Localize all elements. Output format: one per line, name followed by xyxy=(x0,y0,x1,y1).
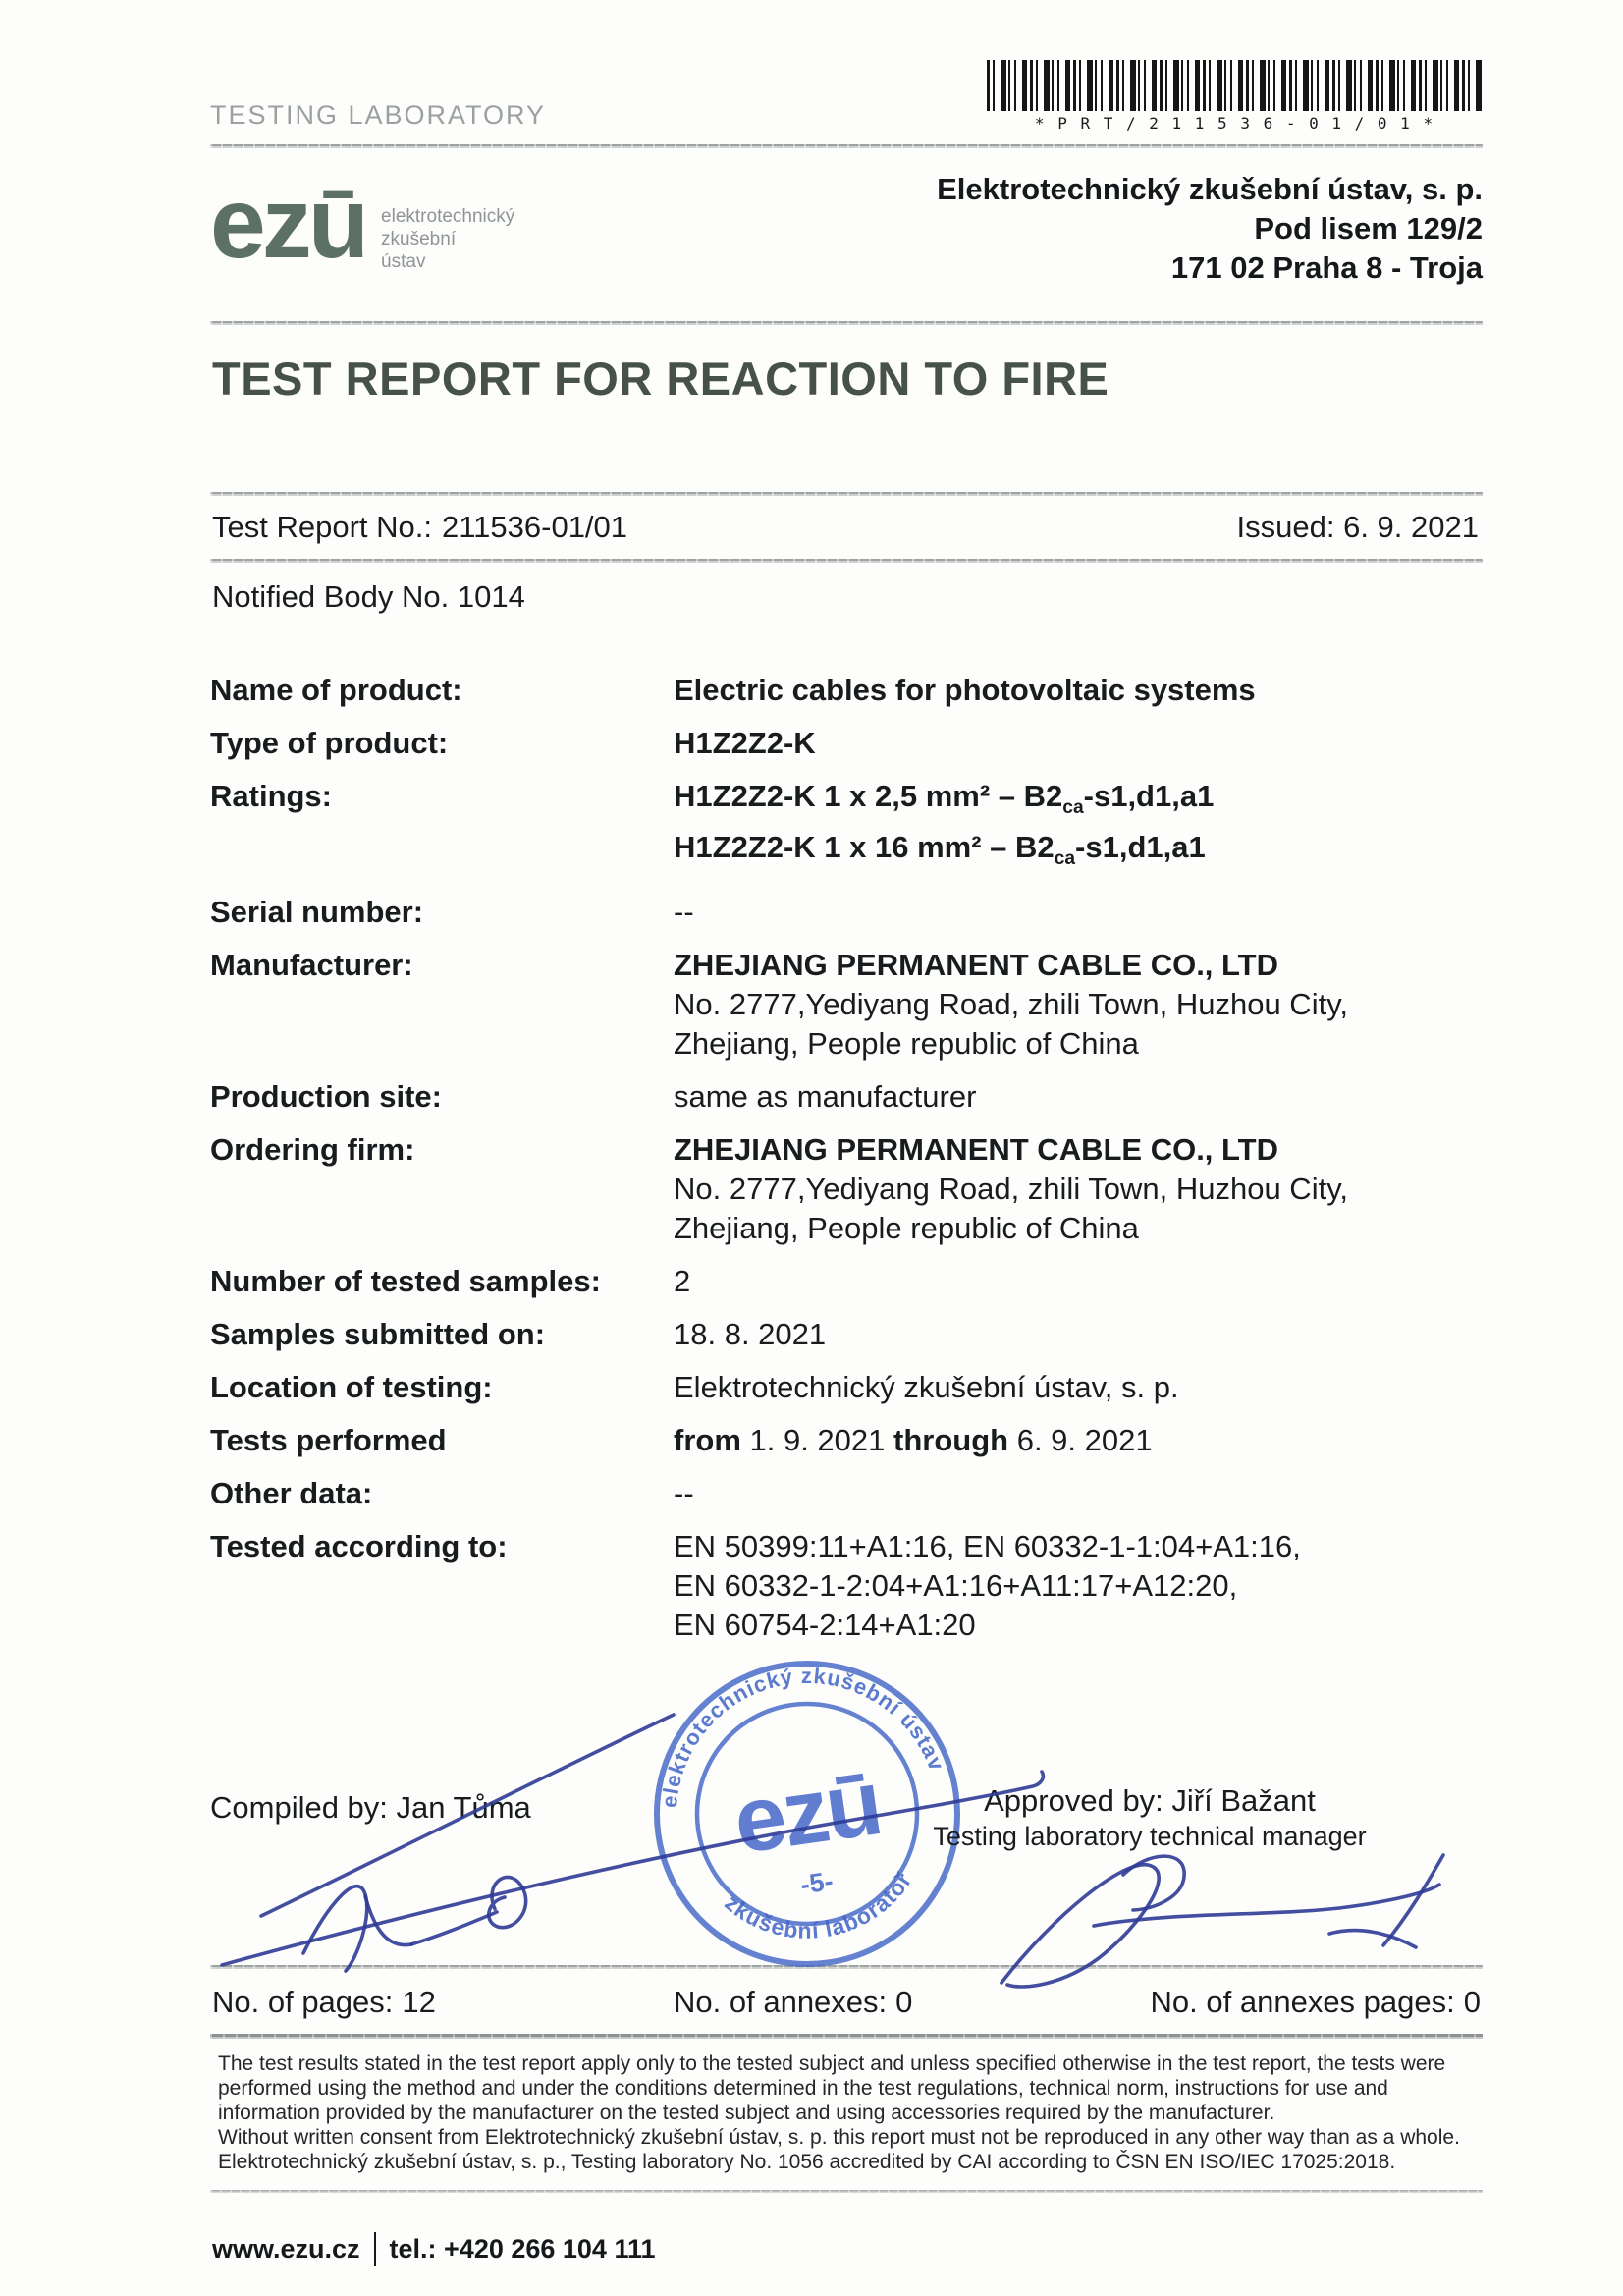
compiled-signature-stroke xyxy=(222,1772,1043,1965)
field-row xyxy=(210,777,1483,879)
compiled-signature-stroke xyxy=(411,1912,497,1944)
annexes-count-value: 0 xyxy=(895,1985,913,2020)
address-line: Pod lisem 129/2 xyxy=(1254,211,1483,246)
annexes-count-label: No. of annexes: xyxy=(674,1985,888,2020)
field-label: Name of product: xyxy=(210,673,462,707)
field-label: Ratings: xyxy=(210,779,332,813)
approved-signature-stroke xyxy=(1123,1856,1184,1910)
contact-row xyxy=(212,2232,1483,2266)
footnote-line: Elektrotechnický zkušební ústav, s. p., Testing laboratory No. 1056 accredited by CAI according to ČSN EN ISO/IEC 17025:2018. xyxy=(218,2151,1396,2174)
testing-laboratory-label: TESTING LABORATORY xyxy=(210,100,547,130)
field-value: 18. 8. 2021 xyxy=(674,1317,827,1352)
field-value: H1Z2Z2-K 1 x 2,5 $mm^2 - B2_{ca}-s1,d1,a1$ H1Z2Z2-K 1 x 16 $mm^2 - B2_{ca}-s1,d1,a1$ xyxy=(674,779,1215,870)
approved-role: Testing laboratory technical manager xyxy=(933,1822,1367,1852)
field-label: Type of product: xyxy=(210,726,449,760)
stamp-number: -5- xyxy=(798,1866,836,1900)
report-number-value: 211536-01/01 xyxy=(441,510,628,544)
field-label: Samples submitted on: xyxy=(210,1317,546,1352)
issued-value: 6. 9. 2021 xyxy=(1343,510,1479,544)
legal-footnote xyxy=(218,2051,1483,2174)
field-row xyxy=(210,1474,1483,1513)
report-number-label: Test Report No.: xyxy=(212,510,432,544)
tagline-line: ústav xyxy=(381,251,426,272)
field-value: ZHEJIANG PERMANENT CABLE CO., LTD No. 2777,Yediyang Road, zhili Town, Huzhou City, Zhejiang, People republic of China xyxy=(674,1132,1349,1246)
field-label: Serial number: xyxy=(210,895,424,930)
footnote-line: Without written consent from Elektrotechnický zkušební ústav, s. p. this report must not be reproduced in any other way than as a whole. xyxy=(218,2126,1460,2150)
signature-section xyxy=(210,1659,1483,1965)
field-value: Elektrotechnický zkušební ústav, s. p. xyxy=(674,1370,1179,1405)
annex-pages-count xyxy=(1151,1985,1481,2020)
field-row xyxy=(210,946,1483,1064)
website-text: www.ezu.cz xyxy=(212,2233,360,2264)
page-header xyxy=(210,0,1483,144)
compiled-signature-stroke xyxy=(261,1715,674,1916)
field-row xyxy=(210,1421,1483,1460)
field-row xyxy=(210,1077,1483,1117)
notified-body: Notified Body No. 1014 xyxy=(212,579,525,614)
field-label: Manufacturer: xyxy=(210,948,413,983)
stamp-center-logo: ezū xyxy=(728,1750,887,1874)
field-label: Other data: xyxy=(210,1476,373,1511)
page-title: TEST REPORT FOR REACTION TO FIRE xyxy=(212,353,1109,405)
phone-text: tel.: +420 266 104 111 xyxy=(389,2233,656,2264)
issued-label: Issued: xyxy=(1236,510,1335,544)
field-row xyxy=(210,893,1483,932)
annex-pages-count-label: No. of annexes pages: xyxy=(1150,1985,1455,2020)
report-number xyxy=(212,510,627,545)
field-value: Electric cables for photovoltaic systems xyxy=(674,673,1256,707)
pages-count-label: No. of pages: xyxy=(212,1985,394,2020)
divider-rule xyxy=(210,321,1483,325)
field-value: same as manufacturer xyxy=(674,1079,977,1115)
pages-count xyxy=(212,1985,436,2020)
field-row xyxy=(210,1262,1483,1301)
handwritten-signatures xyxy=(210,1659,1483,1988)
field-value: H1Z2Z2-K xyxy=(674,726,816,760)
field-value: 2 xyxy=(674,1264,691,1299)
field-value: EN 50399:11+A1:16, EN 60332-1-1:04+A1:16, EN 60332-1-2:04+A1:16+A11:17+A12:20, EN 60754-2:14+A1:20 xyxy=(674,1529,1301,1643)
field-label: Number of tested samples: xyxy=(210,1264,601,1299)
fields-list xyxy=(210,671,1483,1645)
address-line: Elektrotechnický zkušební ústav, s. p. xyxy=(937,172,1483,206)
field-row xyxy=(210,1368,1483,1407)
approved-signature-stroke xyxy=(1001,1865,1159,1987)
ezu-logo-text: ezū xyxy=(210,167,366,279)
compiled-signature-stroke xyxy=(489,1878,526,1928)
field-label: Ordering firm: xyxy=(210,1132,415,1168)
field-row xyxy=(210,1315,1483,1354)
divider-rule xyxy=(210,559,1483,563)
annexes-count xyxy=(674,1985,912,2020)
separator-bar xyxy=(374,2232,376,2266)
tagline-line: zkušební xyxy=(381,229,457,249)
field-row xyxy=(210,1527,1483,1645)
approved-by-label: Approved by: Jiří Bažant xyxy=(984,1783,1316,1819)
institute-address xyxy=(937,170,1483,288)
approved-signature-stroke xyxy=(1329,1931,1416,1947)
barcode xyxy=(987,60,1483,133)
barcode-bars xyxy=(987,60,1483,111)
annex-pages-count-value: 0 xyxy=(1463,1985,1481,2020)
tagline-line: elektrotechnický xyxy=(381,206,515,227)
footnote-paragraph: The test results stated in the test report apply only to the tested subject and unless specified otherwise in the test report, the tests were performed using the method and under the conditions determined in the test regulations, technical norm, instructions for use and information provided by the manufacturer on the tested subject and using accessories required by the manufacturer. xyxy=(218,2052,1446,2125)
divider-rule xyxy=(210,2034,1483,2039)
ezu-logo-tagline xyxy=(381,205,514,273)
field-value: -- xyxy=(674,1476,694,1511)
field-value: ZHEJIANG PERMANENT CABLE CO., LTD No. 2777,Yediyang Road, zhili Town, Huzhou City, Zhejiang, People republic of China xyxy=(674,948,1349,1062)
report-meta-row xyxy=(210,496,1483,559)
issued-date xyxy=(1237,510,1479,545)
stamp-arc-bottom-text: zkušební laboratoř xyxy=(720,1867,917,1944)
field-value: -- xyxy=(674,895,694,930)
field-label: Location of testing: xyxy=(210,1370,493,1405)
barcode-text: * P R T / 2 1 1 5 3 6 - 0 1 / 0 1 * xyxy=(1034,114,1435,133)
compiled-by-label: Compiled by: Jan Tůma xyxy=(210,1790,531,1826)
divider-rule xyxy=(210,2190,1483,2193)
field-label: Production site: xyxy=(210,1079,442,1115)
field-value: from 1. 9. 2021 through 6. 9. 2021 xyxy=(674,1423,1153,1458)
pages-count-value: 12 xyxy=(402,1985,436,2020)
field-label: Tests performed xyxy=(210,1423,447,1458)
field-row xyxy=(210,671,1483,710)
address-line: 171 02 Praha 8 - Troja xyxy=(1170,250,1483,285)
field-row xyxy=(210,724,1483,763)
ezu-logo xyxy=(210,166,515,279)
approved-signature-stroke xyxy=(1094,1885,1439,1926)
field-row xyxy=(210,1130,1483,1248)
stamp-arc-top-text: elektrotechnický zkušební ústav xyxy=(657,1664,949,1810)
brand-row xyxy=(210,148,1483,321)
field-label: Tested according to: xyxy=(210,1529,508,1564)
